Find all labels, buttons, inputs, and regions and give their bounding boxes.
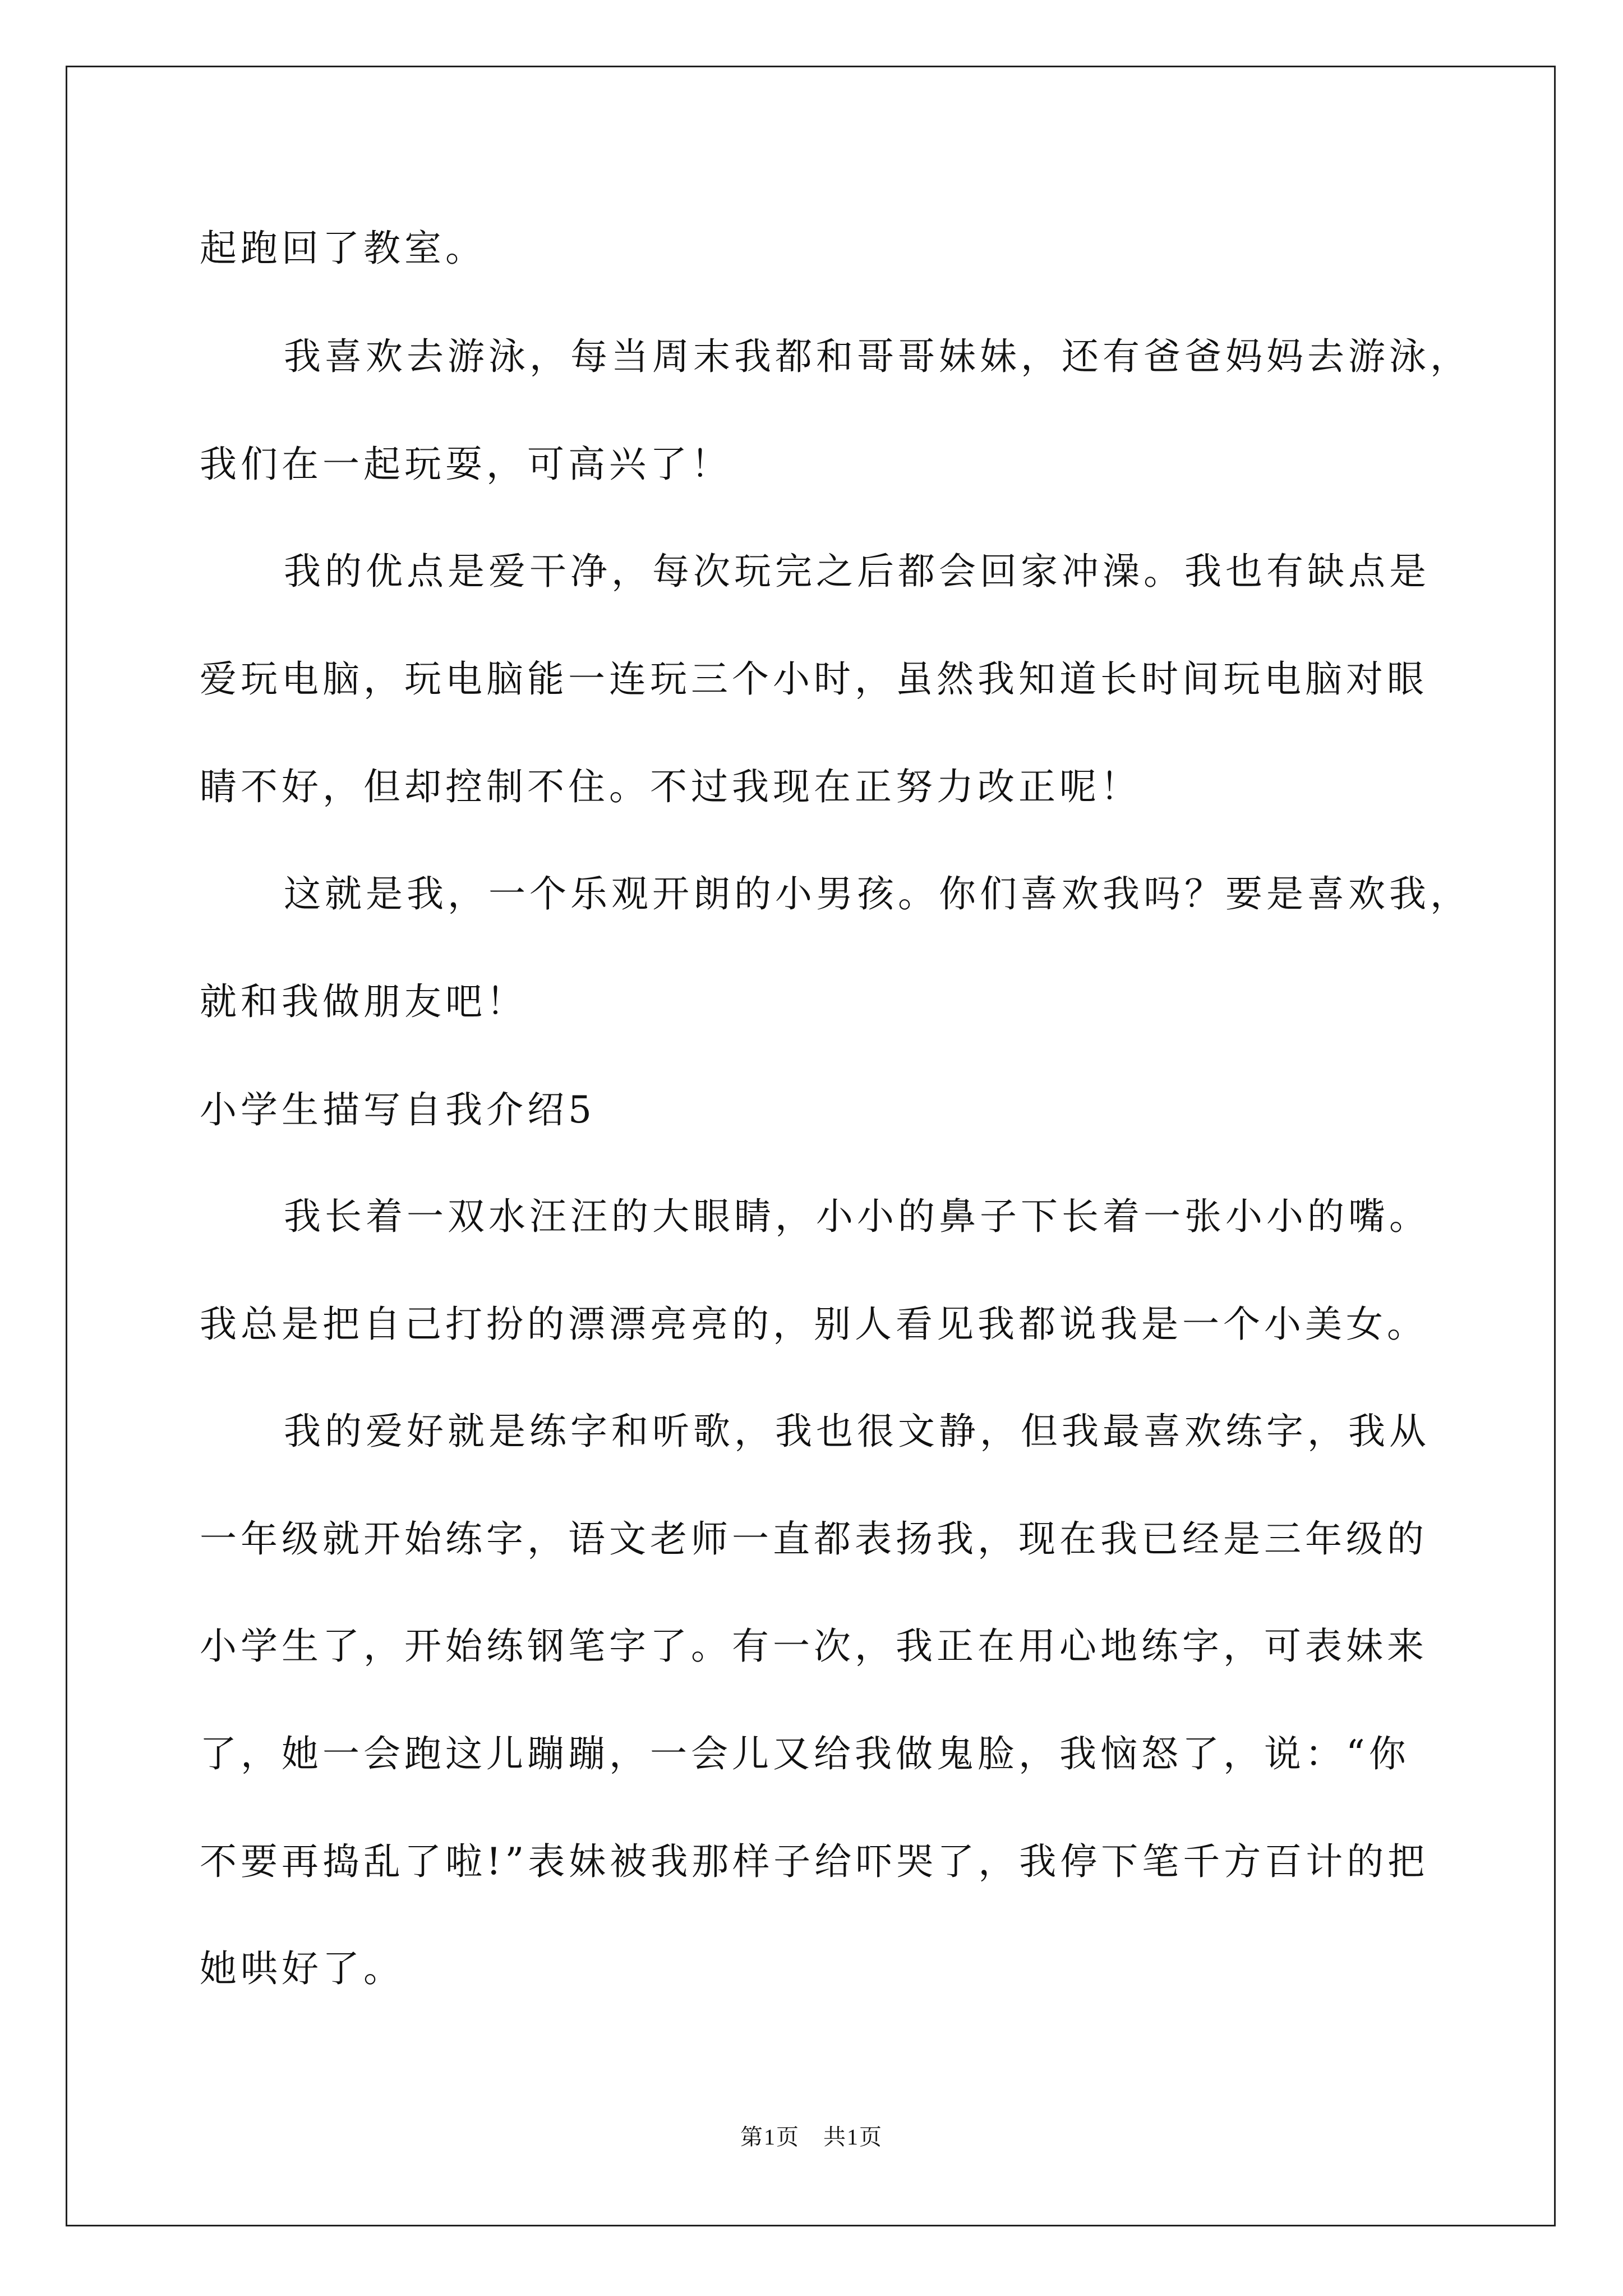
text-line: 就和我做朋友吧！ [200,980,527,1023]
text-line: 我们在一起玩耍，可高兴了！ [200,443,732,486]
page-border [66,66,1556,2226]
text-line: 一年级就开始练字，语文老师一直都表扬我，现在我已经是三年级的 [200,1517,1428,1561]
text-line: 不要再捣乱了啦!”表妹被我那样子给吓哭了，我停下笔千方百计的把 [200,1840,1429,1883]
paragraph-start-line: 我喜欢去游泳，每当周末我都和哥哥妹妹，还有爸爸妈妈去游泳， [284,335,1471,378]
text-line: 起跑回了教室。 [200,227,486,270]
paragraph-start-line: 我的爱好就是练字和听歌，我也很文静，但我最喜欢练字，我从 [284,1410,1430,1453]
text-line: 爱玩电脑，玩电脑能一连玩三个小时，虽然我知道长时间玩电脑对眼 [200,657,1428,701]
paragraph-start-line: 我长着一双水汪汪的大眼睛，小小的鼻子下长着一张小小的嘴。 [284,1195,1430,1238]
paragraph-start-line: 这就是我，一个乐观开朗的小男孩。你们喜欢我吗？要是喜欢我， [284,872,1471,915]
text-line: 她哄好了。 [200,1947,404,1990]
text-line: 了，她一会跑这儿蹦蹦，一会儿又给我做鬼脸，我恼怒了，说：“你 [200,1732,1410,1775]
text-line: 睛不好，但却控制不住。不过我现在正努力改正呢！ [200,765,1141,808]
section-heading: 小学生描写自我介绍5 [200,1088,596,1131]
text-line: 小学生了，开始练钢笔字了。有一次，我正在用心地练字，可表妹来 [200,1625,1428,1668]
page-footer: 第1页 共1页 [740,2124,883,2150]
text-line: 我总是把自己打扮的漂漂亮亮的，别人看见我都说我是一个小美女。 [200,1303,1428,1346]
paragraph-start-line: 我的优点是爱干净，每次玩完之后都会回家冲澡。我也有缺点是 [284,550,1430,593]
